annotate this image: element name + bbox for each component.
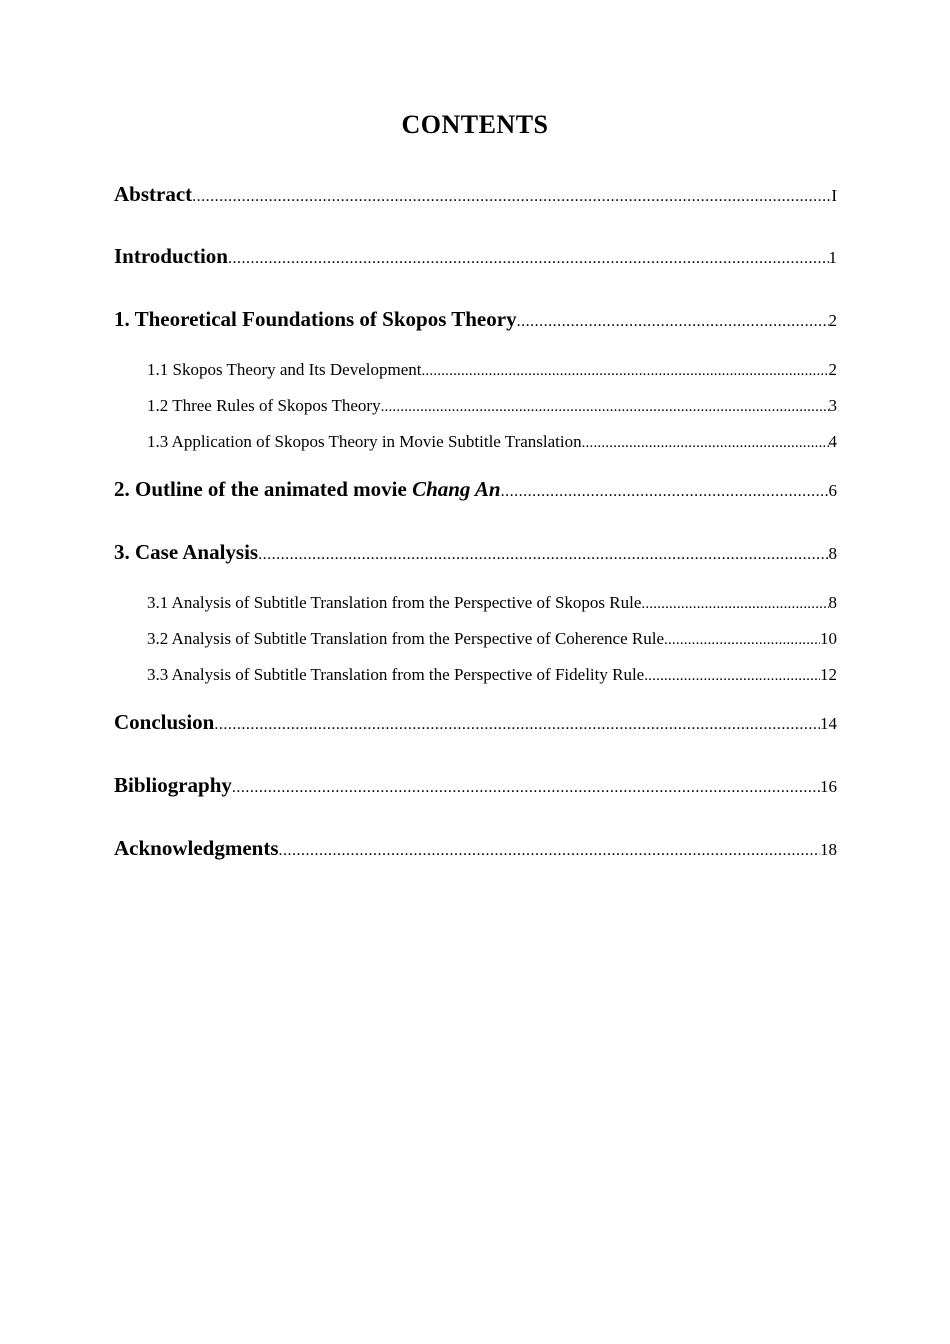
toc-entry-chapter-2[interactable] xyxy=(114,477,837,502)
dot-leader xyxy=(664,632,820,649)
toc-page-number: 2 xyxy=(828,360,837,379)
toc-entry-section-1-2[interactable] xyxy=(147,396,837,416)
toc-page-number: 4 xyxy=(828,432,837,451)
toc-entry-acknowledgments[interactable] xyxy=(114,836,837,861)
toc-entry-label: Acknowledgments xyxy=(114,836,279,860)
toc-page-number: 2 xyxy=(828,311,837,330)
toc-page-number: 1 xyxy=(828,248,837,267)
toc-entry-label: Bibliography xyxy=(114,773,232,797)
dot-leader xyxy=(644,668,820,685)
toc-entry-label: 1.2 Three Rules of Skopos Theory xyxy=(147,396,381,415)
toc-page-number: I xyxy=(831,186,837,205)
dot-leader xyxy=(501,483,829,501)
dot-leader xyxy=(279,842,820,860)
dot-leader xyxy=(381,399,829,416)
movie-title: Chang An xyxy=(412,477,501,501)
toc-page-number: 16 xyxy=(820,777,837,796)
dot-leader xyxy=(517,313,829,331)
dot-leader xyxy=(641,596,828,613)
toc-page-number: 8 xyxy=(828,544,837,563)
dot-leader xyxy=(214,716,820,734)
toc-entry-label: 1.3 Application of Skopos Theory in Movie Subtitle Translation xyxy=(147,432,582,451)
toc-entry-section-3-3[interactable] xyxy=(147,665,837,685)
toc-entry-section-3-1[interactable] xyxy=(147,593,837,613)
dot-leader xyxy=(192,188,831,206)
toc-entry-label xyxy=(114,477,501,502)
toc-entry-label: 3.2 Analysis of Subtitle Translation from the Perspective of Coherence Rule xyxy=(147,629,665,648)
toc-entry-label-prefix: 2. Outline of the animated movie xyxy=(114,477,413,501)
toc-page-number: 10 xyxy=(820,629,837,648)
toc-page-number: 18 xyxy=(820,840,837,859)
toc-entry-label: Introduction xyxy=(114,244,228,268)
toc-entry-label: Conclusion xyxy=(114,710,215,734)
dot-leader xyxy=(232,779,820,797)
toc-entry-chapter-3[interactable] xyxy=(114,540,837,565)
toc-entry-abstract[interactable] xyxy=(114,182,837,207)
dot-leader xyxy=(582,435,829,452)
dot-leader xyxy=(228,250,829,268)
toc-entry-label: 1.1 Skopos Theory and Its Development xyxy=(147,360,422,379)
toc-entry-section-3-2[interactable] xyxy=(147,629,837,649)
toc-page-number: 8 xyxy=(828,593,837,612)
toc-entry-conclusion[interactable] xyxy=(114,710,837,735)
toc-entry-section-1-3[interactable] xyxy=(147,432,837,452)
toc-entry-label: 1. Theoretical Foundations of Skopos Theory xyxy=(114,307,517,331)
toc-entry-label: 3.1 Analysis of Subtitle Translation from the Perspective of Skopos Rule xyxy=(147,593,642,612)
toc-entry-introduction[interactable] xyxy=(114,244,837,269)
page-title: CONTENTS xyxy=(401,110,549,139)
toc-entry-chapter-1[interactable] xyxy=(114,307,837,332)
toc-entry-label: Abstract xyxy=(114,182,193,206)
toc-entry-bibliography[interactable] xyxy=(114,773,837,798)
toc-page-number: 6 xyxy=(828,481,837,500)
dot-leader xyxy=(421,363,828,380)
toc-page-number: 3 xyxy=(828,396,837,415)
toc-entry-section-1-1[interactable] xyxy=(147,360,837,380)
toc-page-number: 14 xyxy=(820,714,837,733)
dot-leader xyxy=(258,546,828,564)
toc-page-number: 12 xyxy=(820,665,837,684)
toc-entry-label: 3.3 Analysis of Subtitle Translation from the Perspective of Fidelity Rule xyxy=(147,665,645,684)
toc-entry-label: 3. Case Analysis xyxy=(114,540,259,564)
